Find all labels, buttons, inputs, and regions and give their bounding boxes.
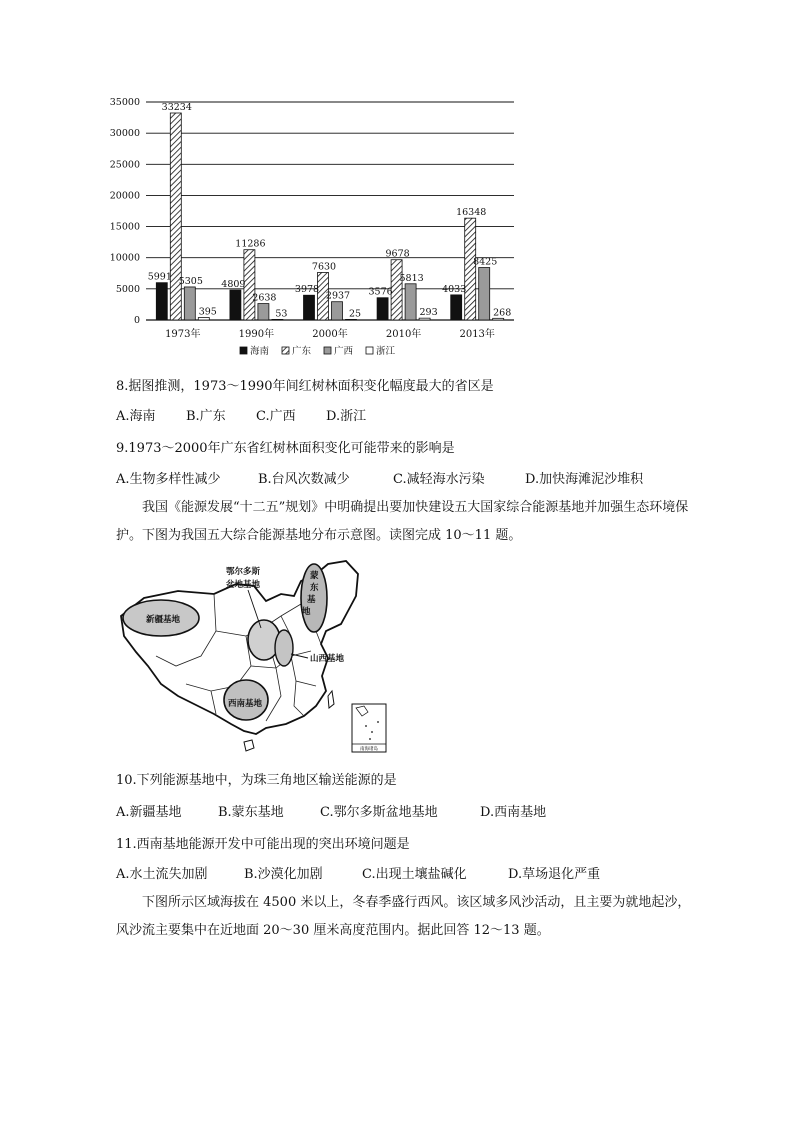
bar-广东-2010年 — [391, 260, 402, 320]
y-tick-label: 15000 — [109, 221, 140, 233]
q11-option-b[interactable]: B.沙漠化加剧 — [244, 867, 323, 882]
bar-浙江-2010年 — [419, 318, 430, 320]
legend-swatch — [366, 347, 373, 354]
legend-label: 广东 — [292, 346, 312, 357]
y-tick-label: 0 — [133, 315, 140, 326]
bar-广东-2013年 — [465, 218, 476, 320]
hainan-island — [244, 740, 254, 751]
question-9-stem: 9.1973～2000年广东省红树林面积变化可能带来的影响是 — [116, 441, 455, 456]
inset-label: 南海诸岛 — [360, 747, 378, 752]
passage-wind-sand: 下图所示区域海拔在 4500 米以上，冬春季盛行西风。该区域多风沙活动，且主要为就地起沙，风沙流主要集中在近地面 20～30 厘米高度范围内。据此回答 12～13 题。 — [116, 895, 691, 938]
label-southwest: 西南基地 — [228, 699, 263, 709]
q11-option-a[interactable]: A.水土流失加剧 — [116, 867, 208, 882]
south-china-sea-inset — [352, 704, 386, 752]
y-tick-label: 5000 — [115, 283, 140, 295]
q9-option-d[interactable]: D.加快海滩泥沙堆积 — [525, 472, 644, 487]
data-label: 9678 — [385, 248, 410, 260]
passage-energy-bases: 我国《能源发展“十二五”规划》中明确提出要加快建设五大国家综合能源基地并加强生态环境保护。下图为我国五大综合能源基地分布示意图。读图完成 10～11 题。 — [116, 500, 689, 543]
bar-浙江-2000年 — [346, 319, 357, 320]
data-label: 2638 — [252, 292, 277, 304]
data-label: 33234 — [161, 101, 192, 113]
bar-浙江-1990年 — [272, 319, 283, 320]
data-label: 25 — [348, 308, 362, 320]
legend-swatch — [324, 347, 331, 354]
legend-label: 广西 — [334, 346, 354, 357]
q8-option-a[interactable]: A.海南 — [116, 409, 156, 424]
bar-海南-2013年 — [451, 295, 462, 320]
q10-option-a[interactable]: A.新疆基地 — [116, 805, 182, 820]
bar-广西-2013年 — [479, 268, 490, 320]
data-label: 11286 — [235, 238, 266, 250]
q8-option-d[interactable]: D.浙江 — [326, 409, 367, 424]
data-label: 293 — [419, 307, 438, 319]
bar-广东-1990年 — [244, 250, 255, 320]
data-label: 5991 — [147, 271, 172, 283]
q10-option-c[interactable]: C.鄂尔多斯盆地基地 — [320, 805, 438, 820]
label-ordos-line1: 鄂尔多斯 — [226, 567, 261, 577]
data-label: 8425 — [473, 256, 498, 268]
q9-option-b[interactable]: B.台风次数减少 — [258, 472, 350, 487]
data-label: 7630 — [311, 261, 337, 273]
label-shanxi: 山西基地 — [310, 654, 345, 664]
q10-option-b[interactable]: B.蒙东基地 — [218, 805, 284, 820]
bar-海南-1990年 — [230, 290, 241, 320]
bar-海南-2010年 — [377, 298, 388, 320]
bar-广西-1973年 — [184, 287, 195, 320]
q10-option-d[interactable]: D.西南基地 — [480, 805, 547, 820]
data-label: 4809 — [221, 279, 246, 291]
question-9-options — [116, 468, 643, 487]
bar-浙江-1973年 — [198, 318, 209, 320]
data-label: 3978 — [294, 284, 320, 296]
question-8-options — [116, 405, 366, 424]
shanxi-base-area — [275, 630, 293, 666]
data-label: 53 — [275, 308, 288, 320]
x-tick-label: 1990年 — [238, 329, 275, 340]
x-tick-label: 2010年 — [385, 329, 422, 340]
question-10-stem: 10.下列能源基地中，为珠三角地区输送能源的是 — [116, 773, 397, 788]
y-tick-label: 10000 — [109, 252, 140, 264]
data-label: 2937 — [325, 290, 351, 302]
label-mengdong-3: 基 — [307, 595, 316, 605]
legend-swatch — [282, 347, 289, 354]
data-label: 5305 — [178, 275, 203, 287]
x-tick-label: 2013年 — [459, 329, 495, 340]
question-10-options — [116, 801, 546, 820]
label-mengdong-4: 地 — [302, 607, 311, 617]
bar-海南-2000年 — [304, 295, 315, 320]
q9-option-a[interactable]: A.生物多样性减少 — [116, 472, 221, 487]
question-11-options — [116, 863, 600, 882]
label-mengdong-2: 东 — [310, 583, 319, 593]
label-ordos-line2: 盆地基地 — [226, 580, 261, 590]
q9-option-c[interactable]: C.减轻海水污染 — [393, 472, 485, 487]
energy-bases-map — [116, 556, 416, 761]
y-tick-label: 30000 — [109, 128, 140, 140]
legend-label: 浙江 — [376, 346, 396, 357]
legend-label: 海南 — [250, 346, 270, 357]
data-label: 16348 — [456, 207, 487, 219]
mangrove-area-bar-chart — [100, 92, 530, 367]
y-tick-label: 25000 — [109, 159, 140, 171]
bar-广西-2010年 — [405, 284, 416, 320]
x-tick-label: 1973年 — [165, 329, 201, 340]
legend-swatch — [240, 347, 247, 354]
y-tick-label: 35000 — [109, 97, 140, 108]
label-xinjiang: 新疆基地 — [146, 615, 181, 625]
y-tick-label: 20000 — [109, 190, 140, 202]
data-label: 268 — [493, 307, 512, 319]
question-8-stem: 8.据图推测，1973～1990年间红树林面积变化幅度最大的省区是 — [116, 379, 494, 394]
data-label: 5813 — [399, 272, 424, 284]
x-tick-label: 2000年 — [312, 329, 348, 340]
bar-浙江-2013年 — [493, 318, 504, 320]
bar-海南-1973年 — [156, 283, 167, 320]
bar-广西-1990年 — [258, 304, 269, 320]
label-mengdong-1: 蒙 — [310, 571, 319, 581]
q8-option-b[interactable]: B.广东 — [186, 409, 226, 424]
q11-option-d[interactable]: D.草场退化严重 — [508, 867, 601, 882]
data-label: 4033 — [442, 283, 467, 295]
data-label: 395 — [198, 306, 217, 318]
q8-option-c[interactable]: C.广西 — [256, 409, 296, 424]
bar-广西-2000年 — [332, 302, 343, 320]
taiwan-island — [328, 691, 334, 708]
bar-广东-1973年 — [170, 113, 181, 320]
question-11-stem: 11.西南基地能源开发中可能出现的突出环境问题是 — [116, 837, 410, 852]
q11-option-c[interactable]: C.出现土壤盐碱化 — [362, 867, 467, 882]
data-label: 3576 — [368, 286, 393, 298]
